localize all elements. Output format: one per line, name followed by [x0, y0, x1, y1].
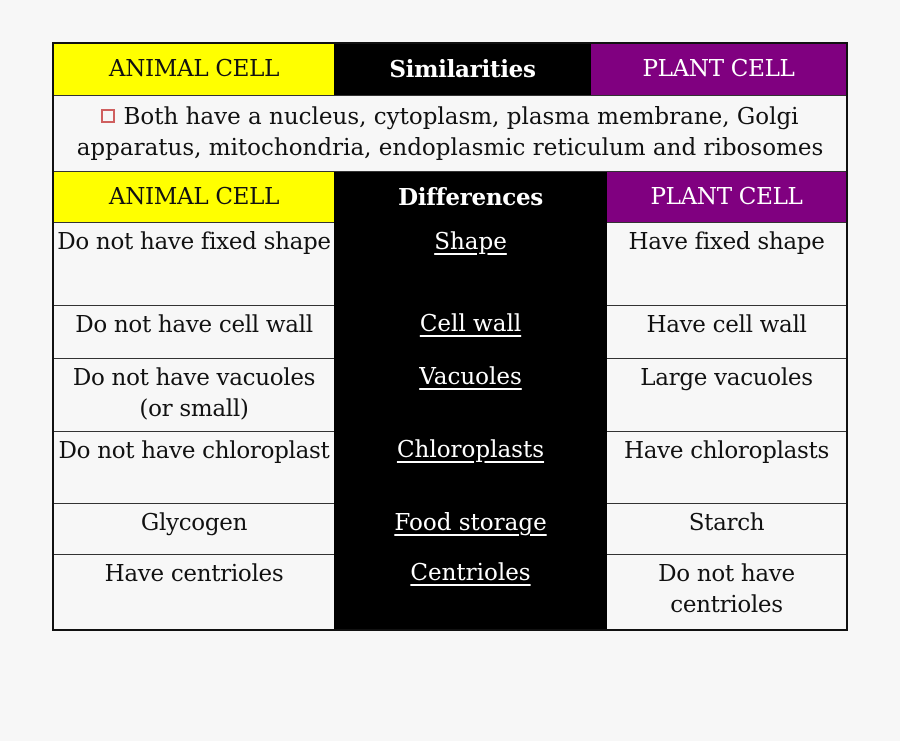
animal-cell-wall: Do not have cell wall: [54, 306, 334, 359]
similarities-header: Similarities: [334, 44, 591, 95]
animal-cell-header-top: ANIMAL CELL: [54, 44, 334, 95]
animal-chloroplasts: Do not have chloroplast: [54, 432, 334, 504]
plant-cell-wall: Have cell wall: [607, 306, 846, 359]
checkbox-outline-icon: [101, 109, 115, 123]
plant-shape: Have fixed shape: [607, 223, 846, 306]
plant-chloroplasts: Have chloroplasts: [607, 432, 846, 504]
animal-shape: Do not have fixed shape: [54, 223, 334, 306]
feature-food-storage: Food storage: [394, 510, 547, 536]
plant-vacuoles: Large vacuoles: [607, 359, 846, 432]
feature-chloroplasts: Chloroplasts: [396, 437, 545, 463]
feature-vacuoles: Vacuoles: [419, 364, 522, 390]
plant-food-storage: Starch: [607, 504, 846, 555]
similarities-line-2: apparatus, mitochondria, endoplasmic reticulum and ribosomes: [76, 135, 824, 161]
animal-centrioles: Have centrioles: [104, 561, 284, 587]
plant-cell-header-top: PLANT CELL: [591, 44, 846, 95]
animal-food-storage: Glycogen: [54, 504, 334, 555]
comparison-table: [52, 42, 848, 631]
plant-centrioles: Do not have centrioles: [658, 561, 795, 618]
plant-cell-header: PLANT CELL: [607, 172, 846, 223]
animal-vacuoles: Do not have vacuoles (or small): [54, 359, 334, 432]
differences-header: Differences: [334, 172, 607, 223]
animal-cell-header: ANIMAL CELL: [54, 172, 334, 223]
feature-centrioles: Centrioles: [410, 560, 531, 586]
similarities-line-1: Both have a nucleus, cytoplasm, plasma membrane, Golgi: [54, 102, 846, 133]
feature-shape: Shape: [434, 229, 507, 255]
feature-cell-wall: Cell wall: [419, 311, 522, 337]
differences-column: [334, 172, 607, 629]
similarities-text: [54, 95, 846, 172]
